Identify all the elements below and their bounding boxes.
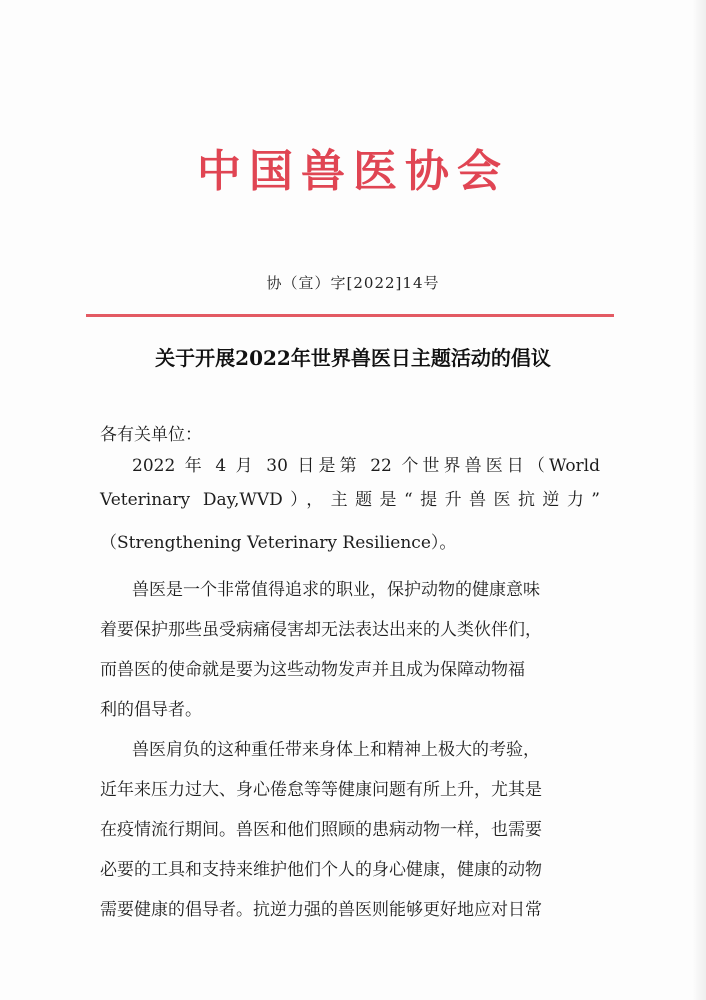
organization-letterhead: 中国兽医协会 <box>197 146 509 197</box>
paragraph-1-line-3: （Strengthening Veterinary Resilience）。 <box>100 533 457 553</box>
paragraph-2-line: 利的倡导者。 <box>100 700 202 720</box>
letterhead-divider <box>86 314 614 317</box>
paragraph-3-line: 兽医肩负的这种重任带来身体上和精神上极大的考验， <box>132 740 540 760</box>
paragraph-3 <box>100 730 600 930</box>
paragraph-3-line: 在疫情流行期间。兽医和他们照顾的患病动物一样，也需要 <box>100 820 542 840</box>
paragraph-3-line: 必要的工具和支持来维护他们个人的身心健康，健康的动物 <box>100 860 542 880</box>
paragraph-2-line: 而兽医的使命就是要为这些动物发声并且成为保障动物福 <box>100 660 525 680</box>
paragraph-3-line: 需要健康的倡导者。抗逆力强的兽医则能够更好地应对日常 <box>100 900 542 920</box>
paragraph-1-line-1: 2022 年 4 月 30 日是第 22 个世界兽医日（World <box>132 456 600 476</box>
paragraph-2-line: 兽医是一个非常值得追求的职业，保护动物的健康意味 <box>132 580 540 600</box>
paragraph-1-line-2: Veterinary Day,WVD），主题是“提升兽医抗逆力” <box>100 490 600 510</box>
document-title: 关于开展2022年世界兽医日主题活动的倡议 <box>155 346 551 370</box>
salutation: 各有关单位： <box>100 425 202 445</box>
document-number: 协（宣）字[2022]14号 <box>266 274 440 292</box>
paragraph-3-line: 近年来压力过大、身心倦怠等等健康问题有所上升，尤其是 <box>100 780 542 800</box>
paragraph-2 <box>100 570 600 730</box>
paragraph-2-line: 着要保护那些虽受病痛侵害却无法表达出来的人类伙伴们， <box>100 620 542 640</box>
